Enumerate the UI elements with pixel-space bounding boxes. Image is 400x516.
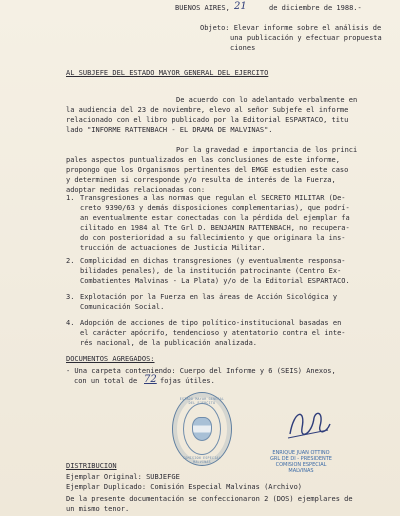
distribution-heading: DISTRIBUCION: [66, 462, 117, 470]
item-1-line: an eventualmente estar conectadas con la pérdida del ejemplar fa: [80, 214, 350, 222]
item-number: 1.: [66, 194, 75, 202]
documents-heading: DOCUMENTOS AGREGADOS:: [66, 355, 155, 363]
signature-icon: [284, 404, 332, 446]
signature-block: [268, 450, 334, 474]
paragraph-1-line: la audiencia del 23 de noviembre, elevo al señor Subjefe el informe: [66, 106, 349, 114]
documents-line-2-post: fojas útiles.: [160, 377, 215, 385]
paragraph-2-line: propongo que los Organismos pertinentes del EMGE estudien este caso: [66, 166, 349, 174]
distribution-line-2: Ejemplar Duplicado: Comisión Especial Malvinas (Archivo): [66, 483, 303, 491]
item-number: 3.: [66, 293, 75, 301]
paragraph-2-line: Por la gravedad e importancia de los princi: [176, 146, 358, 154]
header-day-handwritten: 21: [234, 1, 247, 12]
item-1-line: cilitado en 1984 al Tte Grl D. BENJAMIN RATTENBACH, no recupera-: [80, 224, 350, 232]
distribution-line-4: un mismo tenor.: [66, 505, 130, 513]
documents-line-2-pre: con un total de: [74, 377, 138, 385]
paragraph-2-line: y determinen si corresponde y/o resulta de interés de la Fuerza,: [66, 176, 336, 184]
item-3-line: Comunicación Social.: [80, 303, 165, 311]
distribution-line-3: De la presente documentación se confeccionaron 2 (DOS) ejemplares de: [66, 495, 353, 503]
paragraph-2-line: pales aspectos puntualizados en las conclusiones de este informe,: [66, 156, 340, 164]
recipient-heading: AL SUBJEFE DEL ESTADO MAYOR GENERAL DEL EJERCITO: [66, 69, 269, 77]
objeto-line-1: Objeto: Elevar informe sobre el análisis de: [200, 24, 382, 32]
signature-scribble: [284, 404, 332, 446]
seal-bottom-text: COMISION ESPECIAL MALVINAS: [183, 456, 221, 464]
seal-top-text: ESTADO MAYOR GENERAL DEL EJERCITO: [179, 397, 225, 405]
official-seal: [172, 392, 232, 466]
distribution-line-1: Ejemplar Original: SUBJEFGE: [66, 473, 180, 481]
paragraph-1-line: lado "INFORME RATTENBACH - EL DRAMA DE MALVINAS".: [66, 126, 273, 134]
objeto-line-2: una publicación y efectuar propuesta: [230, 34, 382, 42]
coat-of-arms-icon: [192, 417, 212, 441]
paragraph-1-line: relacionado con el libro publicado por la Editorial ESPARTACO, titu: [66, 116, 349, 124]
header-date: de diciembre de 1988.-: [269, 4, 362, 12]
signer-unit: COMISION ESPECIAL MALVINAS: [275, 462, 327, 474]
documents-line-1: - Una carpeta conteniendo: Cuerpo del Informe y 6 (SEIS) Anexos,: [66, 367, 336, 375]
paragraph-1-line: De acuerdo con lo adelantado verbalmente en: [176, 96, 358, 104]
item-1-line: creto 9390/63 y demás disposiciones complementarias), que podrí-: [80, 204, 350, 212]
documents-handwritten-count: 72: [144, 374, 157, 385]
item-1-line: Transgresiones a las normas que regulan el SECRETO MILITAR (De-: [80, 194, 346, 202]
item-1-line: trucción de actuaciones de Justicia Militar.: [80, 244, 266, 252]
item-4-line: el carácter apócrifo, tendencioso y atentatorio contra el inte-: [80, 329, 346, 337]
signer-rank: GRL DE DI - PRESIDENTE: [270, 456, 332, 462]
item-3-line: Explotación por la Fuerza en las áreas de Acción Sicológica y: [80, 293, 338, 301]
paragraph-2-line: adoptar medidas relacionadas con:: [66, 186, 206, 194]
item-2-line: Combatientes Malvinas - La Plata) y/o de la Editorial ESPARTACO.: [80, 277, 350, 285]
item-number: 4.: [66, 319, 75, 327]
item-2-line: Complicidad en dichas transgresiones (y eventualmente responsa-: [80, 257, 346, 265]
item-1-line: do con posterioridad a su fallecimiento y que originara la ins-: [80, 234, 346, 242]
item-2-line: bilidades penales), de la institución patrocinante (Centro Ex-: [80, 267, 342, 275]
header-city: BUENOS AIRES,: [175, 4, 230, 12]
item-4-line: rés nacional, de la publicación analizada.: [80, 339, 258, 347]
signer-name: ENRIQUE JUAN OTTINO: [272, 450, 330, 456]
item-4-line: Adopción de acciones de tipo político-institucional basadas en: [80, 319, 342, 327]
item-number: 2.: [66, 257, 75, 265]
objeto-line-3: ciones: [230, 44, 256, 52]
